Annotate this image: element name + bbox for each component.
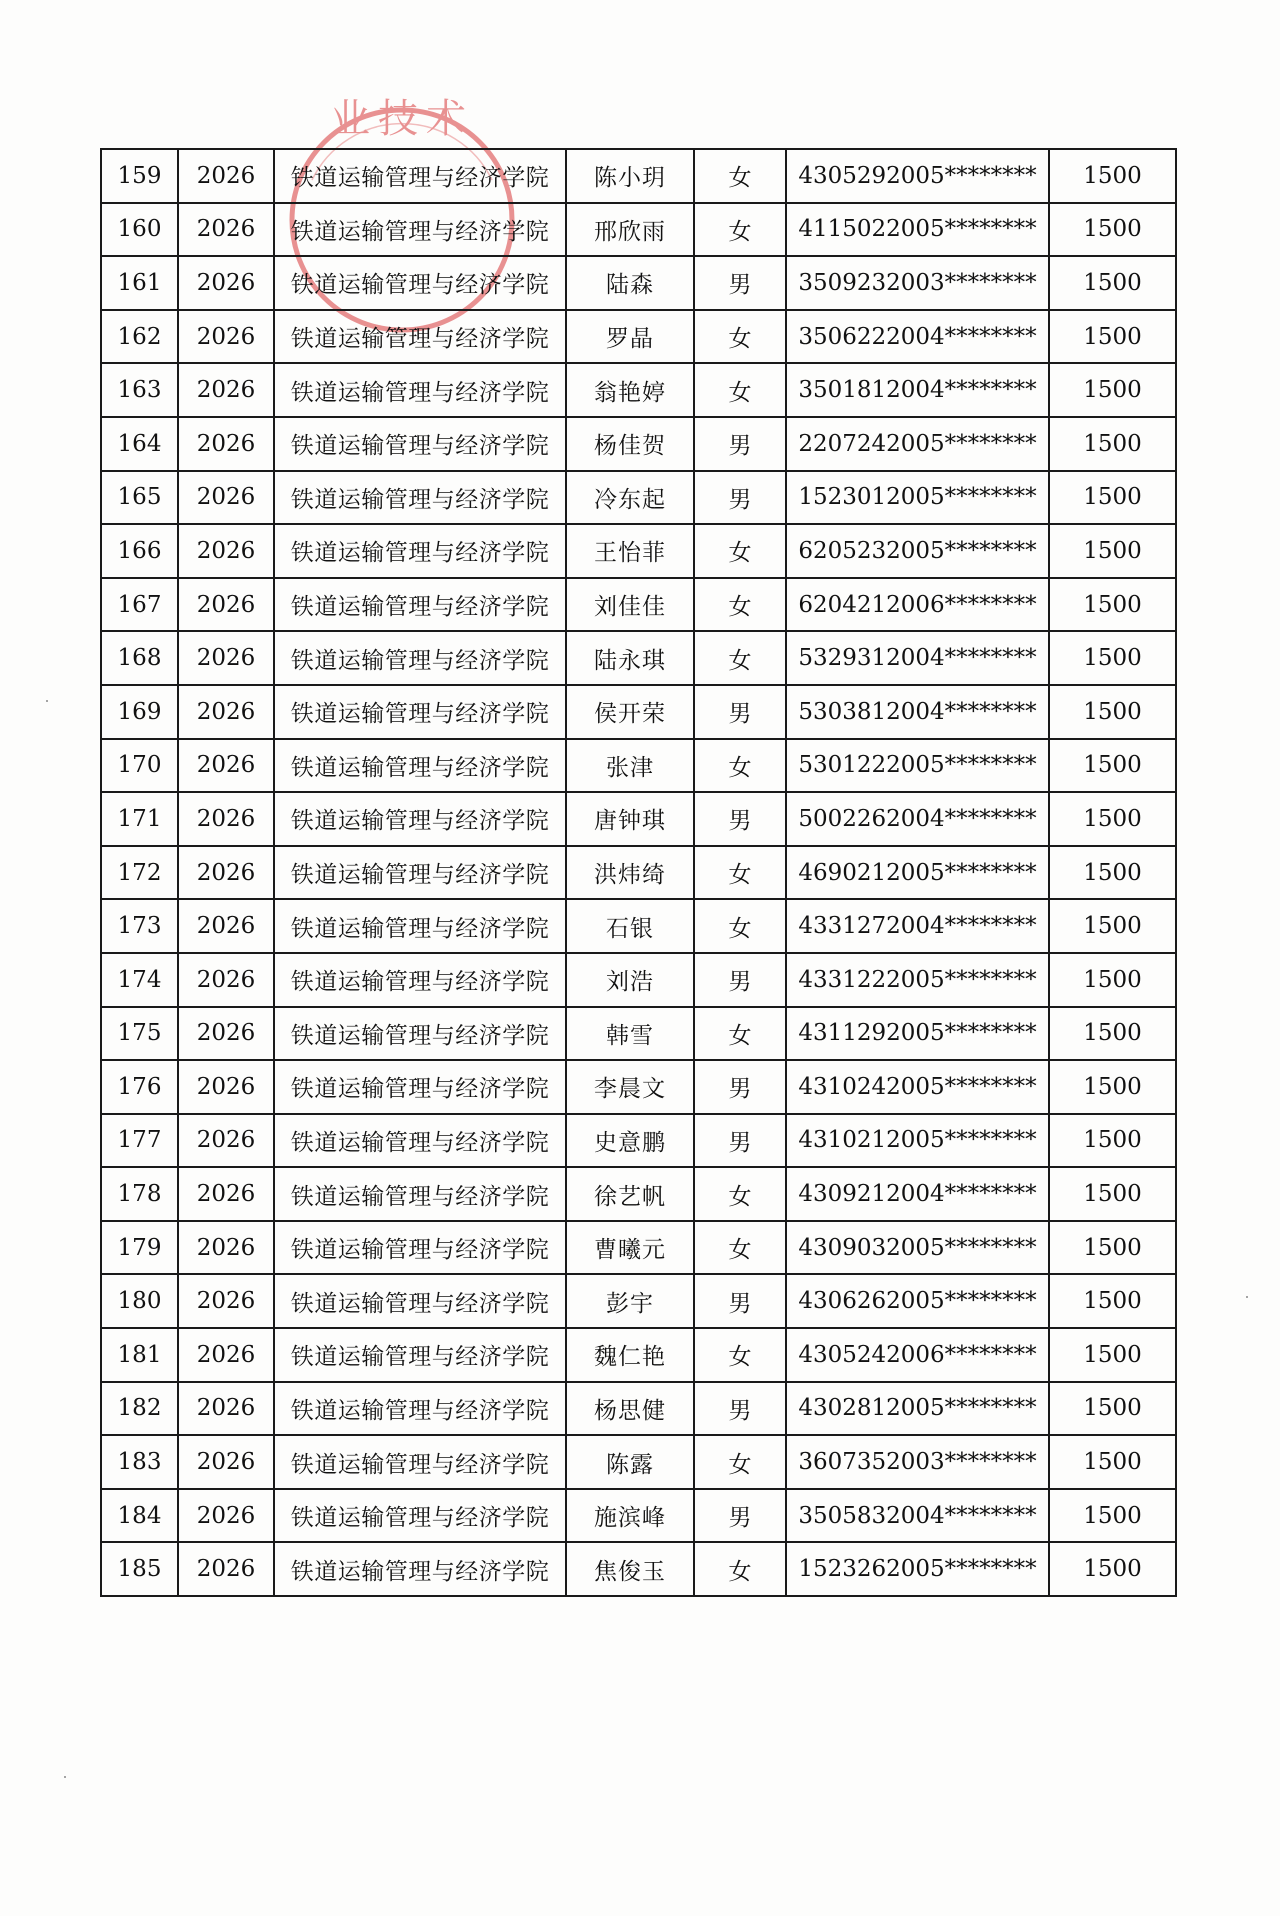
gender-cell: 女 — [694, 1167, 786, 1221]
college-cell: 铁道运输管理与经济学院 — [274, 310, 566, 364]
id-number-cell: 4690212005******** — [786, 846, 1049, 900]
year-cell: 2026 — [178, 846, 274, 900]
gender-cell: 男 — [694, 792, 786, 846]
college-cell: 铁道运输管理与经济学院 — [274, 578, 566, 632]
id-number-cell: 4309212004******** — [786, 1167, 1049, 1221]
id-number-cell: 3509232003******** — [786, 256, 1049, 310]
gender-cell: 男 — [694, 1489, 786, 1543]
gender-cell: 男 — [694, 685, 786, 739]
student-name-cell: 刘佳佳 — [566, 578, 694, 632]
gender-cell: 女 — [694, 363, 786, 417]
id-number-cell: 1523262005******** — [786, 1542, 1049, 1596]
table-row — [101, 417, 1176, 471]
amount-cell: 1500 — [1049, 417, 1176, 471]
scan-speck — [1246, 1296, 1248, 1298]
year-cell: 2026 — [178, 471, 274, 525]
college-cell: 铁道运输管理与经济学院 — [274, 256, 566, 310]
year-cell: 2026 — [178, 149, 274, 203]
serial-number-cell: 168 — [101, 631, 178, 685]
student-name-cell: 陆森 — [566, 256, 694, 310]
amount-cell: 1500 — [1049, 1221, 1176, 1275]
table-row — [101, 1435, 1176, 1489]
amount-cell: 1500 — [1049, 203, 1176, 257]
id-number-cell: 4309032005******** — [786, 1221, 1049, 1275]
table-row — [101, 149, 1176, 203]
amount-cell: 1500 — [1049, 1114, 1176, 1168]
college-cell: 铁道运输管理与经济学院 — [274, 899, 566, 953]
gender-cell: 男 — [694, 1382, 786, 1436]
amount-cell: 1500 — [1049, 1542, 1176, 1596]
scan-speck — [46, 700, 48, 702]
student-name-cell: 徐艺帆 — [566, 1167, 694, 1221]
year-cell: 2026 — [178, 203, 274, 257]
table-row — [101, 578, 1176, 632]
college-cell: 铁道运输管理与经济学院 — [274, 471, 566, 525]
id-number-cell: 4302812005******** — [786, 1382, 1049, 1436]
stipend-roster-table — [100, 148, 1177, 1597]
student-name-cell: 魏仁艳 — [566, 1328, 694, 1382]
serial-number-cell: 172 — [101, 846, 178, 900]
id-number-cell: 3506222004******** — [786, 310, 1049, 364]
college-cell: 铁道运输管理与经济学院 — [274, 363, 566, 417]
student-name-cell: 杨思健 — [566, 1382, 694, 1436]
gender-cell: 女 — [694, 1435, 786, 1489]
student-name-cell: 洪炜绮 — [566, 846, 694, 900]
amount-cell: 1500 — [1049, 471, 1176, 525]
student-name-cell: 石银 — [566, 899, 694, 953]
table-row — [101, 1489, 1176, 1543]
table-row — [101, 1060, 1176, 1114]
serial-number-cell: 181 — [101, 1328, 178, 1382]
student-name-cell: 唐钟琪 — [566, 792, 694, 846]
year-cell: 2026 — [178, 685, 274, 739]
serial-number-cell: 163 — [101, 363, 178, 417]
year-cell: 2026 — [178, 631, 274, 685]
serial-number-cell: 171 — [101, 792, 178, 846]
table-row — [101, 953, 1176, 1007]
year-cell: 2026 — [178, 363, 274, 417]
serial-number-cell: 185 — [101, 1542, 178, 1596]
gender-cell: 女 — [694, 899, 786, 953]
year-cell: 2026 — [178, 1060, 274, 1114]
serial-number-cell: 180 — [101, 1274, 178, 1328]
table-row — [101, 1007, 1176, 1061]
gender-cell: 女 — [694, 1328, 786, 1382]
year-cell: 2026 — [178, 899, 274, 953]
gender-cell: 男 — [694, 471, 786, 525]
gender-cell: 男 — [694, 256, 786, 310]
college-cell: 铁道运输管理与经济学院 — [274, 149, 566, 203]
amount-cell: 1500 — [1049, 1060, 1176, 1114]
table-row — [101, 1542, 1176, 1596]
serial-number-cell: 169 — [101, 685, 178, 739]
amount-cell: 1500 — [1049, 256, 1176, 310]
amount-cell: 1500 — [1049, 899, 1176, 953]
amount-cell: 1500 — [1049, 578, 1176, 632]
student-name-cell: 施滨峰 — [566, 1489, 694, 1543]
college-cell: 铁道运输管理与经济学院 — [274, 1274, 566, 1328]
id-number-cell: 2207242005******** — [786, 417, 1049, 471]
student-name-cell: 张津 — [566, 739, 694, 793]
table-row — [101, 1328, 1176, 1382]
student-name-cell: 冷东起 — [566, 471, 694, 525]
table-row — [101, 792, 1176, 846]
table-row — [101, 363, 1176, 417]
id-number-cell: 4115022005******** — [786, 203, 1049, 257]
serial-number-cell: 162 — [101, 310, 178, 364]
year-cell: 2026 — [178, 1542, 274, 1596]
year-cell: 2026 — [178, 739, 274, 793]
serial-number-cell: 176 — [101, 1060, 178, 1114]
gender-cell: 男 — [694, 1114, 786, 1168]
college-cell: 铁道运输管理与经济学院 — [274, 685, 566, 739]
student-name-cell: 翁艳婷 — [566, 363, 694, 417]
serial-number-cell: 175 — [101, 1007, 178, 1061]
serial-number-cell: 184 — [101, 1489, 178, 1543]
table-row — [101, 1274, 1176, 1328]
table-row — [101, 256, 1176, 310]
college-cell: 铁道运输管理与经济学院 — [274, 1060, 566, 1114]
table-row — [101, 1167, 1176, 1221]
roster-table-body — [101, 149, 1176, 1596]
gender-cell: 女 — [694, 310, 786, 364]
student-name-cell: 陆永琪 — [566, 631, 694, 685]
year-cell: 2026 — [178, 953, 274, 1007]
amount-cell: 1500 — [1049, 1007, 1176, 1061]
amount-cell: 1500 — [1049, 1167, 1176, 1221]
amount-cell: 1500 — [1049, 685, 1176, 739]
year-cell: 2026 — [178, 792, 274, 846]
serial-number-cell: 182 — [101, 1382, 178, 1436]
year-cell: 2026 — [178, 256, 274, 310]
gender-cell: 男 — [694, 1060, 786, 1114]
student-name-cell: 罗晶 — [566, 310, 694, 364]
gender-cell: 女 — [694, 1007, 786, 1061]
student-name-cell: 韩雪 — [566, 1007, 694, 1061]
college-cell: 铁道运输管理与经济学院 — [274, 203, 566, 257]
serial-number-cell: 167 — [101, 578, 178, 632]
college-cell: 铁道运输管理与经济学院 — [274, 739, 566, 793]
college-cell: 铁道运输管理与经济学院 — [274, 1114, 566, 1168]
table-row — [101, 203, 1176, 257]
year-cell: 2026 — [178, 1435, 274, 1489]
gender-cell: 女 — [694, 1221, 786, 1275]
scan-speck — [64, 1776, 66, 1778]
college-cell: 铁道运输管理与经济学院 — [274, 417, 566, 471]
amount-cell: 1500 — [1049, 792, 1176, 846]
table-row — [101, 846, 1176, 900]
table-row — [101, 471, 1176, 525]
college-cell: 铁道运输管理与经济学院 — [274, 792, 566, 846]
id-number-cell: 4331222005******** — [786, 953, 1049, 1007]
college-cell: 铁道运输管理与经济学院 — [274, 631, 566, 685]
college-cell: 铁道运输管理与经济学院 — [274, 1382, 566, 1436]
gender-cell: 男 — [694, 1274, 786, 1328]
amount-cell: 1500 — [1049, 524, 1176, 578]
id-number-cell: 4305242006******** — [786, 1328, 1049, 1382]
serial-number-cell: 159 — [101, 149, 178, 203]
year-cell: 2026 — [178, 417, 274, 471]
student-name-cell: 焦俊玉 — [566, 1542, 694, 1596]
gender-cell: 女 — [694, 846, 786, 900]
table-row — [101, 1221, 1176, 1275]
gender-cell: 女 — [694, 631, 786, 685]
gender-cell: 女 — [694, 203, 786, 257]
gender-cell: 女 — [694, 524, 786, 578]
amount-cell: 1500 — [1049, 846, 1176, 900]
college-cell: 铁道运输管理与经济学院 — [274, 1328, 566, 1382]
college-cell: 铁道运输管理与经济学院 — [274, 1435, 566, 1489]
table-row — [101, 631, 1176, 685]
id-number-cell: 5329312004******** — [786, 631, 1049, 685]
id-number-cell: 3505832004******** — [786, 1489, 1049, 1543]
serial-number-cell: 179 — [101, 1221, 178, 1275]
id-number-cell: 4331272004******** — [786, 899, 1049, 953]
college-cell: 铁道运输管理与经济学院 — [274, 524, 566, 578]
year-cell: 2026 — [178, 1489, 274, 1543]
serial-number-cell: 177 — [101, 1114, 178, 1168]
year-cell: 2026 — [178, 578, 274, 632]
amount-cell: 1500 — [1049, 1435, 1176, 1489]
id-number-cell: 5303812004******** — [786, 685, 1049, 739]
serial-number-cell: 178 — [101, 1167, 178, 1221]
id-number-cell: 3607352003******** — [786, 1435, 1049, 1489]
amount-cell: 1500 — [1049, 953, 1176, 1007]
amount-cell: 1500 — [1049, 1489, 1176, 1543]
id-number-cell: 4311292005******** — [786, 1007, 1049, 1061]
serial-number-cell: 160 — [101, 203, 178, 257]
amount-cell: 1500 — [1049, 1328, 1176, 1382]
serial-number-cell: 166 — [101, 524, 178, 578]
gender-cell: 男 — [694, 953, 786, 1007]
student-name-cell: 刘浩 — [566, 953, 694, 1007]
year-cell: 2026 — [178, 1221, 274, 1275]
college-cell: 铁道运输管理与经济学院 — [274, 953, 566, 1007]
amount-cell: 1500 — [1049, 310, 1176, 364]
college-cell: 铁道运输管理与经济学院 — [274, 1489, 566, 1543]
college-cell: 铁道运输管理与经济学院 — [274, 1007, 566, 1061]
table-row — [101, 899, 1176, 953]
id-number-cell: 5301222005******** — [786, 739, 1049, 793]
serial-number-cell: 173 — [101, 899, 178, 953]
serial-number-cell: 161 — [101, 256, 178, 310]
student-name-cell: 王怡菲 — [566, 524, 694, 578]
id-number-cell: 4305292005******** — [786, 149, 1049, 203]
year-cell: 2026 — [178, 1167, 274, 1221]
id-number-cell: 5002262004******** — [786, 792, 1049, 846]
table-row — [101, 524, 1176, 578]
college-cell: 铁道运输管理与经济学院 — [274, 1542, 566, 1596]
gender-cell: 女 — [694, 149, 786, 203]
id-number-cell: 3501812004******** — [786, 363, 1049, 417]
college-cell: 铁道运输管理与经济学院 — [274, 846, 566, 900]
student-name-cell: 邢欣雨 — [566, 203, 694, 257]
amount-cell: 1500 — [1049, 1382, 1176, 1436]
amount-cell: 1500 — [1049, 149, 1176, 203]
table-row — [101, 739, 1176, 793]
gender-cell: 女 — [694, 739, 786, 793]
student-name-cell: 史意鹏 — [566, 1114, 694, 1168]
table-row — [101, 1114, 1176, 1168]
student-name-cell: 陈露 — [566, 1435, 694, 1489]
seal-partial-lettering: 业技术 — [330, 96, 474, 142]
serial-number-cell: 174 — [101, 953, 178, 1007]
college-cell: 铁道运输管理与经济学院 — [274, 1167, 566, 1221]
college-cell: 铁道运输管理与经济学院 — [274, 1221, 566, 1275]
year-cell: 2026 — [178, 524, 274, 578]
amount-cell: 1500 — [1049, 631, 1176, 685]
id-number-cell: 4310212005******** — [786, 1114, 1049, 1168]
year-cell: 2026 — [178, 1382, 274, 1436]
id-number-cell: 1523012005******** — [786, 471, 1049, 525]
student-name-cell: 陈小玥 — [566, 149, 694, 203]
serial-number-cell: 165 — [101, 471, 178, 525]
gender-cell: 男 — [694, 417, 786, 471]
student-name-cell: 彭宇 — [566, 1274, 694, 1328]
student-name-cell: 曹曦元 — [566, 1221, 694, 1275]
id-number-cell: 6204212006******** — [786, 578, 1049, 632]
year-cell: 2026 — [178, 1274, 274, 1328]
amount-cell: 1500 — [1049, 363, 1176, 417]
amount-cell: 1500 — [1049, 1274, 1176, 1328]
id-number-cell: 4310242005******** — [786, 1060, 1049, 1114]
year-cell: 2026 — [178, 1114, 274, 1168]
year-cell: 2026 — [178, 1007, 274, 1061]
year-cell: 2026 — [178, 1328, 274, 1382]
amount-cell: 1500 — [1049, 739, 1176, 793]
serial-number-cell: 170 — [101, 739, 178, 793]
id-number-cell: 6205232005******** — [786, 524, 1049, 578]
table-row — [101, 1382, 1176, 1436]
year-cell: 2026 — [178, 310, 274, 364]
serial-number-cell: 164 — [101, 417, 178, 471]
id-number-cell: 4306262005******** — [786, 1274, 1049, 1328]
gender-cell: 女 — [694, 578, 786, 632]
student-name-cell: 李晨文 — [566, 1060, 694, 1114]
serial-number-cell: 183 — [101, 1435, 178, 1489]
gender-cell: 女 — [694, 1542, 786, 1596]
student-name-cell: 杨佳贺 — [566, 417, 694, 471]
table-row — [101, 310, 1176, 364]
table-row — [101, 685, 1176, 739]
student-name-cell: 侯开荣 — [566, 685, 694, 739]
